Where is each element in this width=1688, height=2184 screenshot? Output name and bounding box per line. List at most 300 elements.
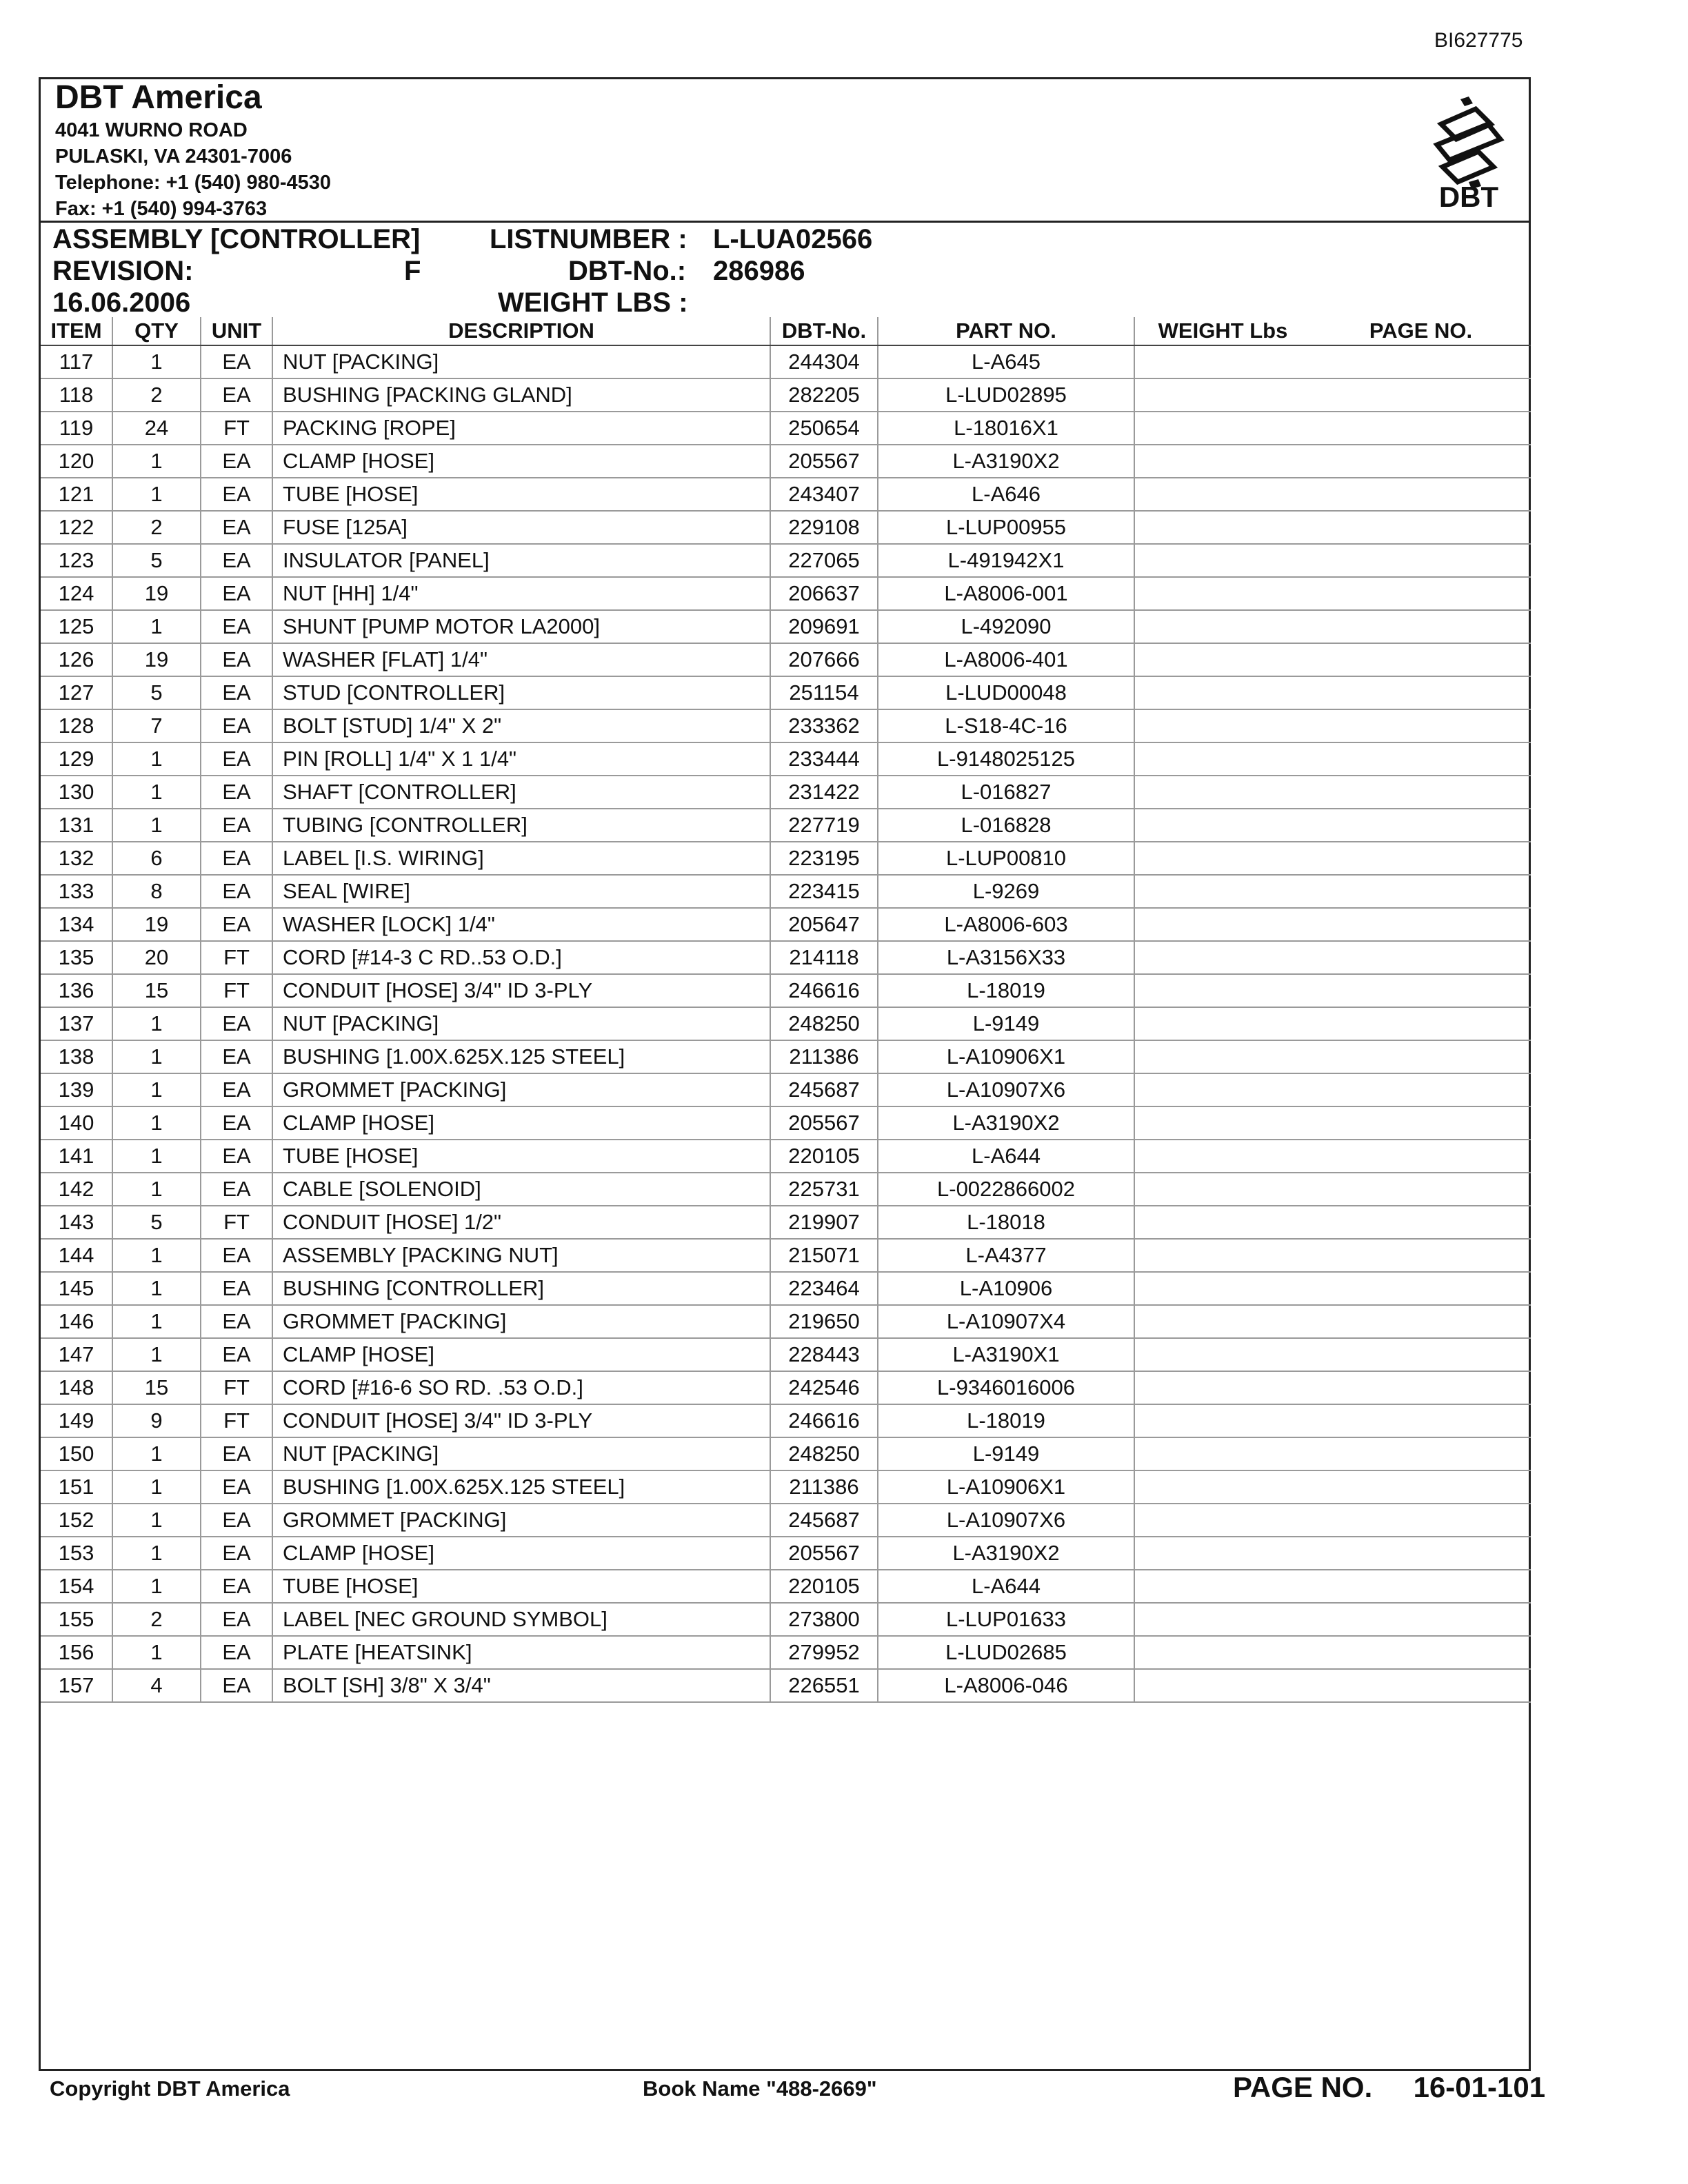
table-row	[41, 1669, 1531, 1702]
qty-cell: 1	[112, 1338, 201, 1371]
description-cell: NUT [PACKING]	[272, 1437, 770, 1470]
part-no-cell: L-A10906	[878, 1272, 1134, 1305]
table-row	[41, 809, 1531, 842]
page-no-cell	[1311, 842, 1531, 875]
dbt-no-cell: 220105	[770, 1140, 878, 1173]
qty-cell: 1	[112, 1040, 201, 1073]
dbt-no-cell: 248250	[770, 1007, 878, 1040]
unit-cell: EA	[201, 1338, 272, 1371]
unit-cell: FT	[201, 974, 272, 1007]
unit-cell: EA	[201, 1537, 272, 1570]
column-header-qty: QTY	[112, 317, 201, 345]
weight-cell	[1134, 478, 1311, 511]
table-row	[41, 478, 1531, 511]
item-cell: 134	[41, 908, 112, 941]
item-cell: 141	[41, 1140, 112, 1173]
page-no-cell	[1311, 1669, 1531, 1702]
item-cell: 130	[41, 776, 112, 809]
unit-cell: EA	[201, 676, 272, 709]
page-no-cell	[1311, 1073, 1531, 1106]
description-cell: GROMMET [PACKING]	[272, 1073, 770, 1106]
item-cell: 129	[41, 742, 112, 776]
weight-cell	[1134, 842, 1311, 875]
part-no-cell: L-9148025125	[878, 742, 1134, 776]
dbt-no-cell: 205567	[770, 1106, 878, 1140]
dbt-logo	[1427, 97, 1510, 210]
weight-cell	[1134, 1073, 1311, 1106]
item-cell: 150	[41, 1437, 112, 1470]
dbt-no-cell: 215071	[770, 1239, 878, 1272]
page-no-cell	[1311, 643, 1531, 676]
unit-cell: EA	[201, 1073, 272, 1106]
qty-cell: 1	[112, 345, 201, 378]
unit-cell: EA	[201, 577, 272, 610]
column-header-page-no: PAGE NO.	[1311, 317, 1531, 345]
weight-cell	[1134, 776, 1311, 809]
description-cell: PLATE [HEATSINK]	[272, 1636, 770, 1669]
table-row	[41, 1239, 1531, 1272]
part-no-cell: L-A10906X1	[878, 1040, 1134, 1073]
weight-cell	[1134, 1470, 1311, 1504]
table-row	[41, 1404, 1531, 1437]
description-cell: SHAFT [CONTROLLER]	[272, 776, 770, 809]
page-no-cell	[1311, 1537, 1531, 1570]
qty-cell: 1	[112, 1106, 201, 1140]
table-row	[41, 974, 1531, 1007]
column-header-description: DESCRIPTION	[272, 317, 770, 345]
dbt-no-cell: 242546	[770, 1371, 878, 1404]
part-no-cell: L-A10907X6	[878, 1073, 1134, 1106]
part-no-cell: L-A644	[878, 1140, 1134, 1173]
part-no-cell: L-A10906X1	[878, 1470, 1134, 1504]
weight-cell	[1134, 1305, 1311, 1338]
weight-cell	[1134, 809, 1311, 842]
dbt-no-cell: 223464	[770, 1272, 878, 1305]
dbt-no-cell: 219650	[770, 1305, 878, 1338]
part-no-cell: L-A4377	[878, 1239, 1134, 1272]
table-row	[41, 742, 1531, 776]
description-cell: NUT [HH] 1/4"	[272, 577, 770, 610]
weight-label: WEIGHT LBS :	[498, 287, 688, 318]
unit-cell: EA	[201, 1570, 272, 1603]
qty-cell: 24	[112, 412, 201, 445]
qty-cell: 15	[112, 974, 201, 1007]
part-no-cell: L-A3156X33	[878, 941, 1134, 974]
part-no-cell: L-A8006-401	[878, 643, 1134, 676]
item-cell: 118	[41, 378, 112, 412]
dbt-no-cell: 228443	[770, 1338, 878, 1371]
page-no-cell	[1311, 1437, 1531, 1470]
table-row	[41, 378, 1531, 412]
dbt-no-cell: 214118	[770, 941, 878, 974]
item-cell: 152	[41, 1504, 112, 1537]
description-cell: TUBE [HOSE]	[272, 1570, 770, 1603]
dbt-no-cell: 246616	[770, 974, 878, 1007]
unit-cell: FT	[201, 941, 272, 974]
weight-cell	[1134, 1106, 1311, 1140]
part-no-cell: L-016828	[878, 809, 1134, 842]
description-cell: CONDUIT [HOSE] 3/4" ID 3-PLY	[272, 974, 770, 1007]
page-no-cell	[1311, 1603, 1531, 1636]
table-row	[41, 875, 1531, 908]
page-no-cell	[1311, 742, 1531, 776]
table-row	[41, 1470, 1531, 1504]
unit-cell: EA	[201, 842, 272, 875]
item-cell: 132	[41, 842, 112, 875]
part-no-cell: L-S18-4C-16	[878, 709, 1134, 742]
table-row	[41, 1371, 1531, 1404]
weight-cell	[1134, 1504, 1311, 1537]
part-no-cell: L-LUD02685	[878, 1636, 1134, 1669]
weight-cell	[1134, 908, 1311, 941]
part-no-cell: L-LUP01633	[878, 1603, 1134, 1636]
part-no-cell: L-A8006-001	[878, 577, 1134, 610]
unit-cell: EA	[201, 1173, 272, 1206]
page-no-cell	[1311, 610, 1531, 643]
description-cell: CONDUIT [HOSE] 1/2"	[272, 1206, 770, 1239]
unit-cell: FT	[201, 412, 272, 445]
description-cell: CLAMP [HOSE]	[272, 1537, 770, 1570]
part-no-cell: L-A3190X2	[878, 1537, 1134, 1570]
qty-cell: 6	[112, 842, 201, 875]
qty-cell: 5	[112, 676, 201, 709]
weight-cell	[1134, 1272, 1311, 1305]
page-no-cell	[1311, 1636, 1531, 1669]
unit-cell: EA	[201, 1305, 272, 1338]
document-id: BI627775	[1434, 29, 1523, 52]
qty-cell: 1	[112, 1173, 201, 1206]
item-cell: 144	[41, 1239, 112, 1272]
weight-cell	[1134, 742, 1311, 776]
page-no-cell	[1311, 1106, 1531, 1140]
item-cell: 142	[41, 1173, 112, 1206]
part-no-cell: L-18016X1	[878, 412, 1134, 445]
table-row	[41, 1338, 1531, 1371]
page-no-cell	[1311, 1338, 1531, 1371]
parts-table	[41, 317, 1531, 1703]
dbt-logo-icon	[1427, 97, 1510, 210]
item-cell: 148	[41, 1371, 112, 1404]
part-no-cell: L-A3190X2	[878, 445, 1134, 478]
column-header-part-no: PART NO.	[878, 317, 1134, 345]
dbt-no-cell: 243407	[770, 478, 878, 511]
table-row	[41, 941, 1531, 974]
weight-cell	[1134, 1636, 1311, 1669]
unit-cell: EA	[201, 378, 272, 412]
page-no-cell	[1311, 941, 1531, 974]
description-cell: PIN [ROLL] 1/4" X 1 1/4"	[272, 742, 770, 776]
weight-cell	[1134, 974, 1311, 1007]
weight-cell	[1134, 544, 1311, 577]
weight-cell	[1134, 1338, 1311, 1371]
weight-cell	[1134, 709, 1311, 742]
table-row	[41, 511, 1531, 544]
dbt-no-cell: 233444	[770, 742, 878, 776]
qty-cell: 7	[112, 709, 201, 742]
column-header-unit: UNIT	[201, 317, 272, 345]
description-cell: WASHER [LOCK] 1/4"	[272, 908, 770, 941]
part-no-cell: L-A10907X4	[878, 1305, 1134, 1338]
description-cell: BUSHING [CONTROLLER]	[272, 1272, 770, 1305]
weight-cell	[1134, 1669, 1311, 1702]
qty-cell: 1	[112, 809, 201, 842]
qty-cell: 1	[112, 1504, 201, 1537]
table-header-row	[41, 317, 1531, 345]
description-cell: LABEL [I.S. WIRING]	[272, 842, 770, 875]
part-no-cell: L-016827	[878, 776, 1134, 809]
table-row	[41, 577, 1531, 610]
weight-cell	[1134, 1140, 1311, 1173]
page-no-cell	[1311, 1206, 1531, 1239]
table-row	[41, 1040, 1531, 1073]
footer-book-name: Book Name "488-2669"	[643, 2076, 877, 2101]
unit-cell: EA	[201, 709, 272, 742]
table-row	[41, 1504, 1531, 1537]
item-cell: 127	[41, 676, 112, 709]
page-no-cell	[1311, 1272, 1531, 1305]
unit-cell: EA	[201, 875, 272, 908]
description-cell: BUSHING [1.00X.625X.125 STEEL]	[272, 1040, 770, 1073]
part-no-cell: L-A10907X6	[878, 1504, 1134, 1537]
description-cell: CORD [#16-6 SO RD. .53 O.D.]	[272, 1371, 770, 1404]
unit-cell: EA	[201, 1504, 272, 1537]
dbt-no-cell: 244304	[770, 345, 878, 378]
table-row	[41, 1305, 1531, 1338]
dbt-no-cell: 207666	[770, 643, 878, 676]
table-row	[41, 1007, 1531, 1040]
dbt-no-cell: 227719	[770, 809, 878, 842]
qty-cell: 19	[112, 908, 201, 941]
page-no-cell	[1311, 776, 1531, 809]
item-cell: 119	[41, 412, 112, 445]
document-date: 16.06.2006	[52, 287, 191, 318]
unit-cell: EA	[201, 1239, 272, 1272]
qty-cell: 19	[112, 577, 201, 610]
part-no-cell: L-9269	[878, 875, 1134, 908]
weight-cell	[1134, 875, 1311, 908]
table-row	[41, 1537, 1531, 1570]
page-no-cell	[1311, 345, 1531, 378]
item-cell: 121	[41, 478, 112, 511]
weight-cell	[1134, 1007, 1311, 1040]
header-divider	[39, 221, 1531, 223]
dbt-no-cell: 250654	[770, 412, 878, 445]
weight-cell	[1134, 1040, 1311, 1073]
item-cell: 146	[41, 1305, 112, 1338]
unit-cell: FT	[201, 1404, 272, 1437]
item-cell: 149	[41, 1404, 112, 1437]
weight-cell	[1134, 610, 1311, 643]
dbt-no-cell: 223415	[770, 875, 878, 908]
dbt-no-cell: 273800	[770, 1603, 878, 1636]
description-cell: WASHER [FLAT] 1/4"	[272, 643, 770, 676]
unit-cell: EA	[201, 445, 272, 478]
description-cell: CLAMP [HOSE]	[272, 445, 770, 478]
dbt-no-cell: 279952	[770, 1636, 878, 1669]
item-cell: 153	[41, 1537, 112, 1570]
part-no-cell: L-492090	[878, 610, 1134, 643]
part-no-cell: L-491942X1	[878, 544, 1134, 577]
column-header-item: ITEM	[41, 317, 112, 345]
unit-cell: EA	[201, 809, 272, 842]
assembly-title: ASSEMBLY [CONTROLLER]	[52, 224, 421, 254]
qty-cell: 1	[112, 1437, 201, 1470]
qty-cell: 19	[112, 643, 201, 676]
table-row	[41, 1636, 1531, 1669]
item-cell: 136	[41, 974, 112, 1007]
part-no-cell: L-9149	[878, 1007, 1134, 1040]
part-no-cell: L-LUD00048	[878, 676, 1134, 709]
description-cell: SHUNT [PUMP MOTOR LA2000]	[272, 610, 770, 643]
qty-cell: 1	[112, 445, 201, 478]
page-no-cell	[1311, 1404, 1531, 1437]
footer-page-number	[1233, 2071, 1545, 2104]
table-row	[41, 610, 1531, 643]
description-cell: STUD [CONTROLLER]	[272, 676, 770, 709]
page-no-cell	[1311, 1007, 1531, 1040]
item-cell: 124	[41, 577, 112, 610]
item-cell: 155	[41, 1603, 112, 1636]
dbt-no-cell: 205567	[770, 1537, 878, 1570]
page-no-cell	[1311, 412, 1531, 445]
footer-copyright: Copyright DBT America	[50, 2076, 290, 2101]
unit-cell: EA	[201, 544, 272, 577]
qty-cell: 5	[112, 1206, 201, 1239]
dbt-no-cell: 206637	[770, 577, 878, 610]
unit-cell: EA	[201, 478, 272, 511]
qty-cell: 20	[112, 941, 201, 974]
description-cell: INSULATOR [PANEL]	[272, 544, 770, 577]
description-cell: GROMMET [PACKING]	[272, 1504, 770, 1537]
dbt-no-cell: 205647	[770, 908, 878, 941]
revision-value: F	[404, 256, 421, 286]
qty-cell: 1	[112, 1239, 201, 1272]
unit-cell: EA	[201, 908, 272, 941]
weight-cell	[1134, 511, 1311, 544]
item-cell: 125	[41, 610, 112, 643]
description-cell: SEAL [WIRE]	[272, 875, 770, 908]
item-cell: 157	[41, 1669, 112, 1702]
table-row	[41, 1206, 1531, 1239]
item-cell: 126	[41, 643, 112, 676]
unit-cell: EA	[201, 742, 272, 776]
item-cell: 147	[41, 1338, 112, 1371]
column-header-weight: WEIGHT Lbs	[1134, 317, 1311, 345]
dbt-no-cell: 229108	[770, 511, 878, 544]
page-no-cell	[1311, 1239, 1531, 1272]
weight-cell	[1134, 1537, 1311, 1570]
unit-cell: EA	[201, 1040, 272, 1073]
part-no-cell: L-A644	[878, 1570, 1134, 1603]
dbt-no-cell: 231422	[770, 776, 878, 809]
item-cell: 140	[41, 1106, 112, 1140]
unit-cell: FT	[201, 1371, 272, 1404]
description-cell: ASSEMBLY [PACKING NUT]	[272, 1239, 770, 1272]
dbt-no-value: 286986	[713, 256, 805, 286]
qty-cell: 2	[112, 378, 201, 412]
qty-cell: 1	[112, 1537, 201, 1570]
description-cell: LABEL [NEC GROUND SYMBOL]	[272, 1603, 770, 1636]
company-block	[55, 79, 331, 222]
unit-cell: EA	[201, 643, 272, 676]
table-row	[41, 1437, 1531, 1470]
dbt-no-cell: 209691	[770, 610, 878, 643]
qty-cell: 1	[112, 1305, 201, 1338]
description-cell: CLAMP [HOSE]	[272, 1106, 770, 1140]
weight-cell	[1134, 378, 1311, 412]
weight-cell	[1134, 1206, 1311, 1239]
page-no-cell	[1311, 908, 1531, 941]
qty-cell: 1	[112, 1007, 201, 1040]
qty-cell: 4	[112, 1669, 201, 1702]
parts-table-body	[41, 345, 1531, 1702]
unit-cell: EA	[201, 1437, 272, 1470]
dbt-no-cell: 245687	[770, 1073, 878, 1106]
part-no-cell: L-A8006-046	[878, 1669, 1134, 1702]
page-no-cell	[1311, 1040, 1531, 1073]
item-cell: 128	[41, 709, 112, 742]
item-cell: 154	[41, 1570, 112, 1603]
table-row	[41, 412, 1531, 445]
part-no-cell: L-18019	[878, 974, 1134, 1007]
part-no-cell: L-A3190X1	[878, 1338, 1134, 1371]
qty-cell: 2	[112, 1603, 201, 1636]
part-no-cell: L-A3190X2	[878, 1106, 1134, 1140]
part-no-cell: L-LUD02895	[878, 378, 1134, 412]
page-no-cell	[1311, 1371, 1531, 1404]
table-row	[41, 1106, 1531, 1140]
table-row	[41, 544, 1531, 577]
dbt-no-cell: 205567	[770, 445, 878, 478]
qty-cell: 5	[112, 544, 201, 577]
description-cell: GROMMET [PACKING]	[272, 1305, 770, 1338]
table-row	[41, 908, 1531, 941]
part-no-cell: L-0022866002	[878, 1173, 1134, 1206]
page-no-cell	[1311, 544, 1531, 577]
description-cell: BOLT [STUD] 1/4" X 2"	[272, 709, 770, 742]
page-no-cell	[1311, 875, 1531, 908]
description-cell: PACKING [ROPE]	[272, 412, 770, 445]
description-cell: BOLT [SH] 3/8" X 3/4"	[272, 1669, 770, 1702]
page-no-cell	[1311, 809, 1531, 842]
description-cell: NUT [PACKING]	[272, 1007, 770, 1040]
unit-cell: EA	[201, 345, 272, 378]
dbt-no-cell: 245687	[770, 1504, 878, 1537]
description-cell: BUSHING [1.00X.625X.125 STEEL]	[272, 1470, 770, 1504]
item-cell: 135	[41, 941, 112, 974]
weight-cell	[1134, 1570, 1311, 1603]
unit-cell: EA	[201, 1106, 272, 1140]
page-no-cell	[1311, 1140, 1531, 1173]
part-no-cell: L-18019	[878, 1404, 1134, 1437]
page-no-cell	[1311, 1504, 1531, 1537]
dbt-no-cell: 227065	[770, 544, 878, 577]
item-cell: 120	[41, 445, 112, 478]
item-cell: 133	[41, 875, 112, 908]
dbt-no-cell: 282205	[770, 378, 878, 412]
company-name: DBT America	[55, 79, 262, 116]
page-no-cell	[1311, 974, 1531, 1007]
weight-cell	[1134, 1173, 1311, 1206]
unit-cell: EA	[201, 1007, 272, 1040]
qty-cell: 1	[112, 1636, 201, 1669]
weight-cell	[1134, 1437, 1311, 1470]
description-cell: CLAMP [HOSE]	[272, 1338, 770, 1371]
table-row	[41, 842, 1531, 875]
item-cell: 122	[41, 511, 112, 544]
unit-cell: EA	[201, 776, 272, 809]
qty-cell: 1	[112, 1140, 201, 1173]
